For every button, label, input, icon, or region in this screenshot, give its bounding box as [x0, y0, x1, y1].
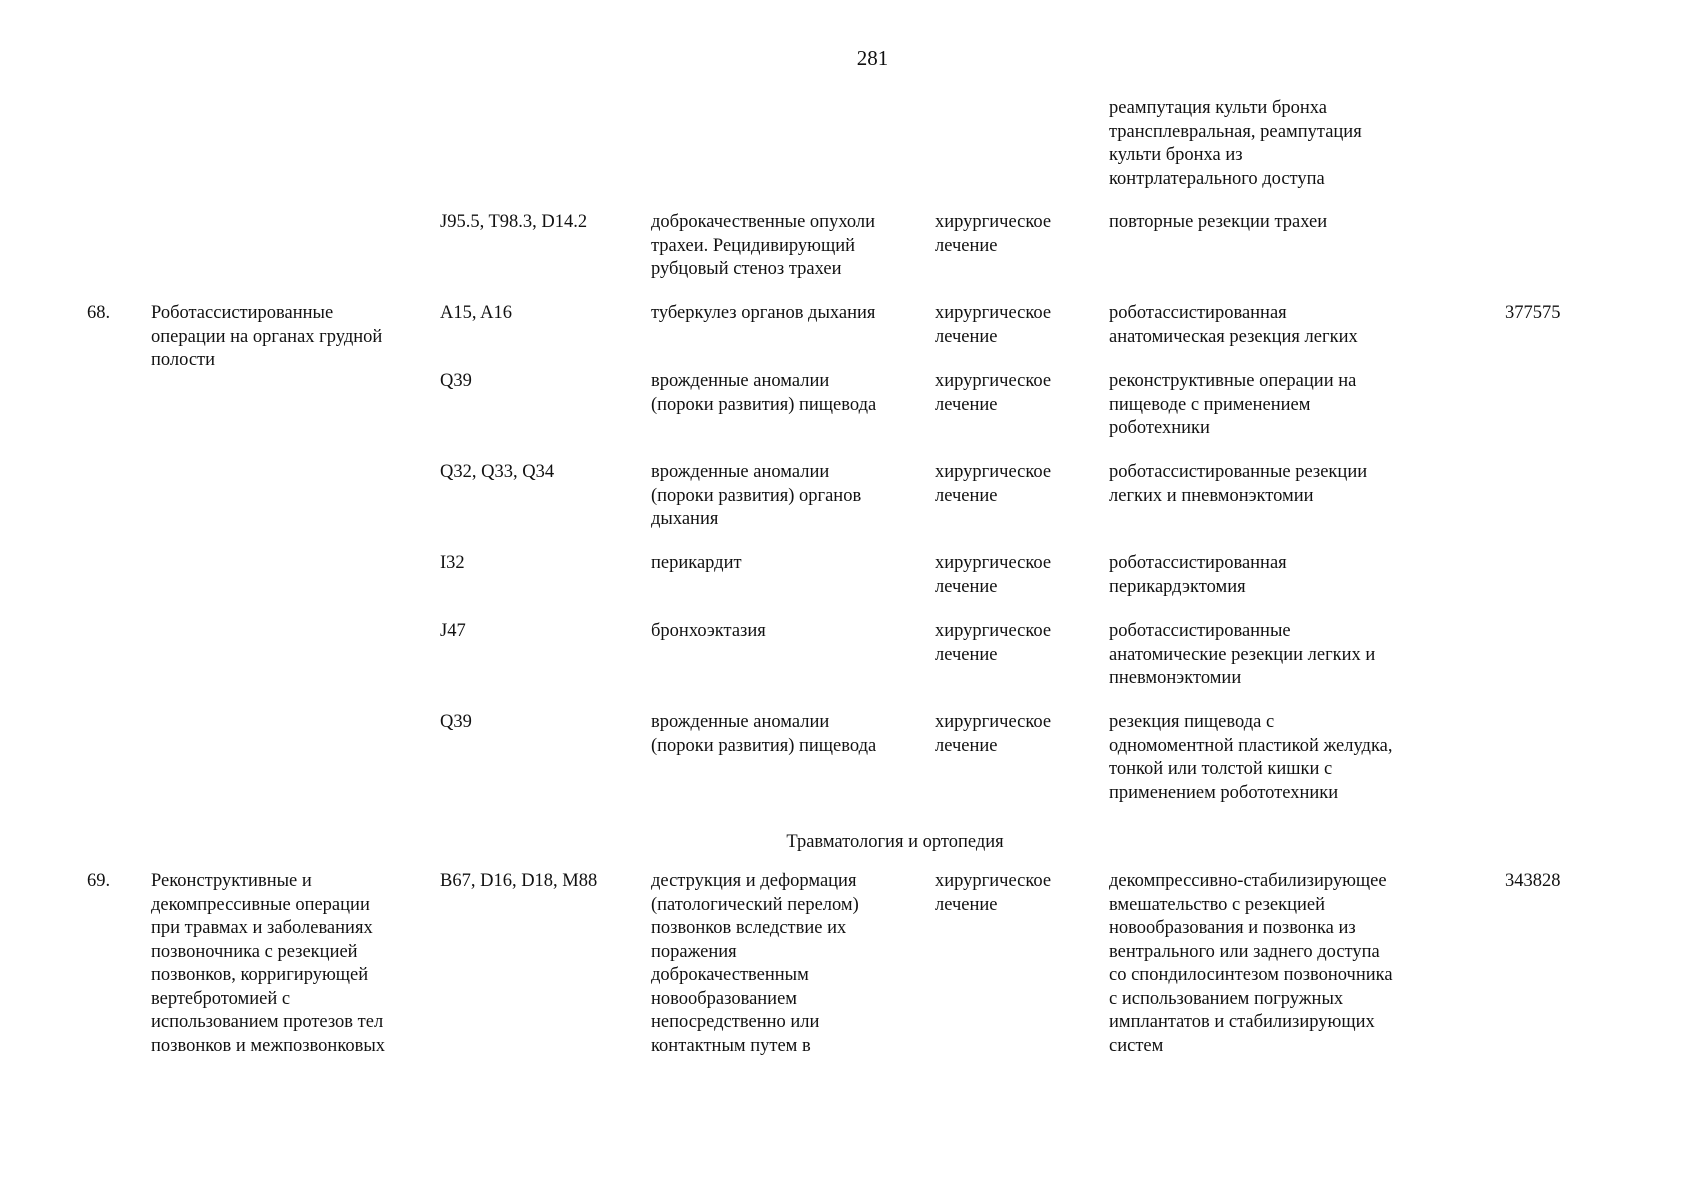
code-cell: I32 [440, 553, 465, 573]
continuation-method-cell: реампутация культи бронха трансплевральная, реампутация культи бронха из контрлатерального доступа [1109, 98, 1362, 189]
method-cell: резекция пищевода с одномоментной пластикой желудка, тонкой или толстой кишки с применением робототехники [1109, 712, 1393, 803]
method-cell: роботассистированные резекции легких и пневмонэктомии [1109, 462, 1368, 506]
treatment-cell: хирургическое лечение [935, 553, 1052, 597]
method-cell: повторные резекции трахеи [1109, 212, 1328, 232]
treatment-cell: хирургическое лечение [935, 871, 1052, 915]
diagnosis-cell: перикардит [651, 553, 742, 573]
diagnosis-cell: деструкция и деформация (патологический перелом) позвонков вследствие их поражения доброкачественным новообразованием непосредственно или контактным путем в [651, 871, 859, 1056]
row-number: 69. [87, 871, 111, 891]
procedure-name-cell: Реконструктивные и декомпрессивные операции при травмах и заболеваниях позвоночника с резекцией позвонков, корригирующей вертебротомией с использованием протезов тел позвонков и межпозвонковых [151, 871, 386, 1056]
method-cell: роботассистированная анатомическая резекция легких [1109, 303, 1358, 347]
method-cell: реконструктивные операции на пищеводе с применением роботехники [1109, 371, 1357, 438]
treatment-cell: хирургическое лечение [935, 462, 1052, 506]
cost-cell: 377575 [1505, 303, 1561, 323]
code-cell: A15, A16 [440, 303, 512, 323]
treatment-cell: хирургическое лечение [935, 212, 1052, 256]
code-cell: J95.5, T98.3, D14.2 [440, 212, 588, 232]
method-cell: роботассистированная перикардэктомия [1109, 553, 1287, 597]
treatment-cell: хирургическое лечение [935, 303, 1052, 347]
code-cell: Q39 [440, 371, 472, 391]
cost-cell: 343828 [1505, 871, 1561, 891]
code-cell: Q32, Q33, Q34 [440, 462, 555, 482]
diagnosis-cell: доброкачественные опухоли трахеи. Рецидивирующий рубцовый стеноз трахеи [651, 212, 876, 279]
row-number: 68. [87, 303, 111, 323]
page-number: 281 [856, 46, 889, 70]
diagnosis-cell: врожденные аномалии (пороки развития) органов дыхания [651, 462, 862, 529]
code-cell: Q39 [440, 712, 472, 732]
diagnosis-cell: врожденные аномалии (пороки развития) пищевода [651, 712, 877, 756]
code-cell: J47 [440, 621, 466, 641]
diagnosis-cell: бронхоэктазия [651, 621, 766, 641]
treatment-cell: хирургическое лечение [935, 712, 1052, 756]
method-cell: роботассистированные анатомические резекции легких и пневмонэктомии [1109, 621, 1376, 688]
method-cell: декомпрессивно-стабилизирующее вмешательство с резекцией новообразования и позвонка из вентрального или заднего доступа со спондилосинтезом позвоночника с использованием погружных имплантатов и стабилизирующих систем [1109, 871, 1393, 1056]
diagnosis-cell: врожденные аномалии (пороки развития) пищевода [651, 371, 877, 415]
code-cell: B67, D16, D18, M88 [440, 871, 598, 891]
treatment-cell: хирургическое лечение [935, 621, 1052, 665]
treatment-cell: хирургическое лечение [935, 371, 1052, 415]
procedure-name-cell: Роботассистированные операции на органах грудной полости [151, 303, 383, 370]
section-title: Травматология и ортопедия [786, 832, 1004, 852]
diagnosis-cell: туберкулез органов дыхания [651, 303, 876, 323]
